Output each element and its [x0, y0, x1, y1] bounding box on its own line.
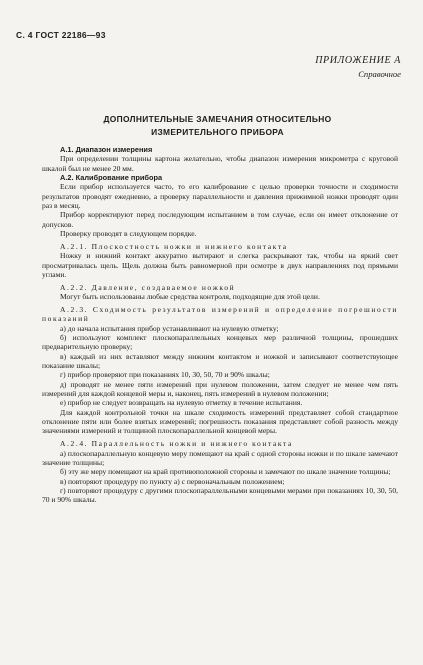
section-heading-a1: А.1. Диапазон измерения	[60, 145, 153, 154]
list-item: е) прибор не следует возвращать на нулевую отметку в течение испытания.	[60, 398, 303, 408]
section-heading-a23: А.2.3. Сходимость результатов измерений и определение погрешности показаний	[42, 305, 398, 324]
list-item: б) эту же меру помещают на край противоположной стороны и замечают по шкале значение толщины;	[60, 467, 391, 477]
list-item: в) повторяют процедуру по пункту а) с первоначальным положением;	[60, 476, 285, 486]
list-item: г) повторяют процедуру с другими плоскопараллельными концевыми мерами при показаниях 10, 30, 50, 70 и 90% шкалы.	[42, 486, 398, 505]
page-header: С. 4 ГОСТ 22186—93	[16, 30, 106, 40]
paragraph: Ножку и нижний контакт аккуратно вытирают и слегка раскрывают так, чтобы на яркий свет просматривалась щель. Щель должна быть равномерной при осмотре в двух направлениях под прямыми углами.	[42, 251, 398, 279]
paragraph: Для каждой контрольной точки на шкале сходимость измерений представляет собой стандартное отклонение пяти или более взятых измерений; погрешность показания представляет собой разность между значениями измерений и толщиной плоскопараллельной концевой меры.	[42, 407, 398, 436]
title-line-2: ИЗМЕРИТЕЛЬНОГО ПРИБОРА	[151, 127, 284, 137]
title-line-1: ДОПОЛНИТЕЛЬНЫЕ ЗАМЕЧАНИЯ ОТНОСИТЕЛЬНО	[103, 114, 332, 124]
list-item: г) прибор проверяют при показаниях 10, 30, 50, 70 и 90% шкалы;	[60, 370, 270, 380]
list-item: а) плоскопараллельную концевую меру помещают на край с одной стороны ножки и по шкале замечают значение толщины;	[42, 448, 398, 467]
paragraph: Проверку проводят в следующем порядке.	[60, 229, 197, 239]
paragraph: Если прибор используется часто, то его калибрование с целью проверки точности и сходимости результатов проводят ежедневно, а проверку параллельности и давления прижимной ножки проводят один раз в месяц.	[42, 182, 398, 211]
appendix-label: ПРИЛОЖЕНИЕ А	[315, 55, 401, 66]
appendix-type: Справочное	[358, 69, 401, 79]
section-heading-a2: А.2. Калибрование прибора	[60, 173, 163, 183]
list-item: в) каждый из них вставляют между нижним контактом и ножкой и записывают соответствующее показание шкалы;	[42, 351, 398, 371]
document-title	[40, 113, 395, 139]
section-heading-a24: А.2.4. Параллельность ножки и нижнего контакта	[60, 439, 293, 449]
list-item: б) используют комплект плоскопараллельных концевых мер различной толщины, прошедших предварительную проверку;	[42, 333, 398, 352]
section-heading-a21: А.2.1. Плоскостность ножки и нижнего контакта	[60, 241, 288, 251]
list-item: а) до начала испытания прибор устанавливают на нулевую отметку;	[60, 323, 279, 333]
paragraph: При определении толщины картона желательно, чтобы диапазон измерения микрометра с круговой шкалой был не менее 20 мм.	[42, 154, 398, 173]
paragraph: Могут быть использованы любые средства контроля, подходящие для этой цели.	[60, 292, 320, 302]
list-item: д) проводят не менее пяти измерений при нулевом положении, затем следует не менее чем пять измерений для каждой концевой меры и, наконец, пять измерений в нулевом положении;	[42, 379, 398, 399]
document-body	[42, 145, 398, 505]
section-heading-a22: А.2.2. Давление, создаваемое ножкой	[60, 282, 236, 292]
paragraph: Прибор корректируют перед последующим испытанием в том случае, если он имеет отклонение от допусков.	[42, 210, 398, 229]
appendix-block	[315, 55, 401, 79]
